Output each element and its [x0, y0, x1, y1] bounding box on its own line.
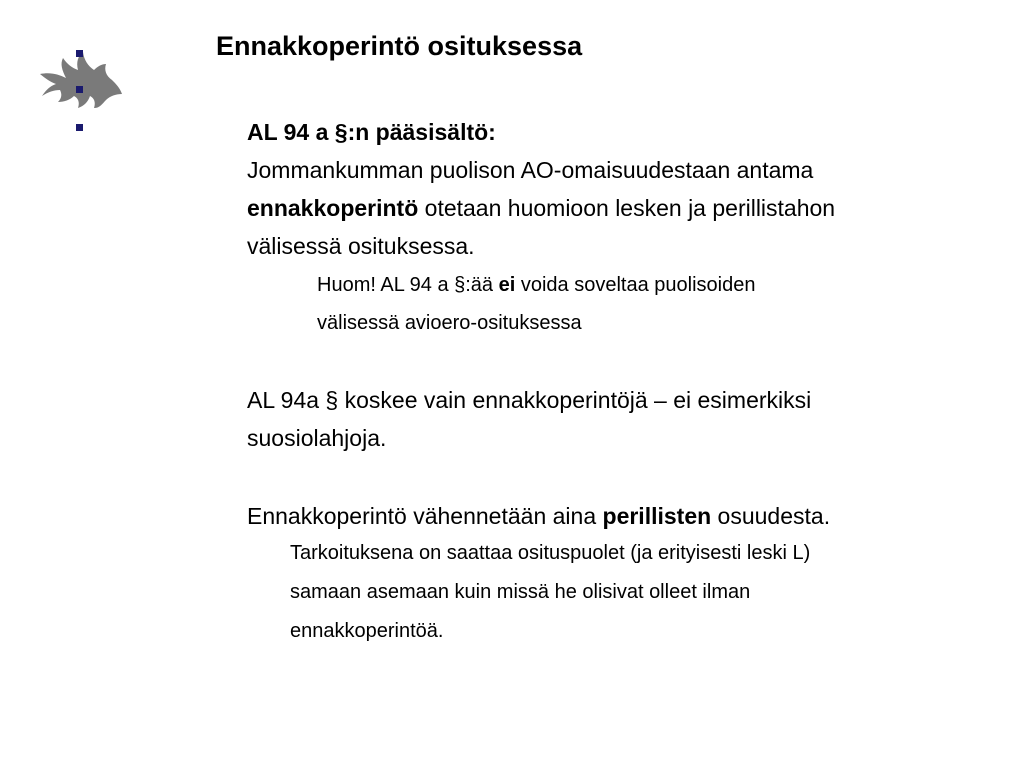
note-line1-pre: Huom! AL 94 a §:ää: [317, 274, 499, 296]
flame-shape: [40, 52, 122, 108]
note-line2: välisessä avioero-osituksessa: [317, 312, 582, 334]
section1-line2: [247, 190, 835, 226]
section3-sub-line1: Tarkoituksena on saattaa osituspuolet (ja erityisesti leski L): [290, 542, 811, 564]
section1-line1: Jommankumman puolison AO-omaisuudestaan antama: [247, 157, 814, 183]
bullet-3: [76, 124, 83, 131]
section1-line2-rest: otetaan huomioon lesken ja perillistahon: [418, 195, 836, 221]
section1-line3: välisessä osituksessa.: [247, 233, 475, 259]
note-line1: [317, 270, 755, 300]
section3-line1-post: osuudesta.: [711, 503, 831, 529]
section3-line1-pre: Ennakkoperintö vähennetään aina: [247, 503, 603, 529]
section3-sub-line3: ennakkoperintöä.: [290, 620, 444, 642]
slide-title: Ennakkoperintö osituksessa: [216, 31, 583, 61]
flame-logo-icon: [36, 44, 126, 140]
emphasis-perillisten: perillisten: [602, 503, 712, 529]
section3-sub-line2: samaan asemaan kuin missä he olisivat olleet ilman: [290, 581, 751, 603]
section1-heading: AL 94 a §:n pääsisältö:: [247, 119, 496, 145]
note-line1-post: voida soveltaa puolisoiden: [515, 274, 756, 296]
bullet-2: [76, 86, 83, 93]
section2-line2: suosiolahjoja.: [247, 425, 387, 451]
section2-line1: AL 94a § koskee vain ennakkoperintöjä – ei esimerkiksi: [247, 387, 812, 413]
section3-line1: [247, 498, 830, 534]
bullet-1: [76, 50, 83, 57]
emphasis-ei: ei: [498, 274, 516, 296]
emphasis-ennakkoperinto: ennakkoperintö: [247, 195, 419, 221]
